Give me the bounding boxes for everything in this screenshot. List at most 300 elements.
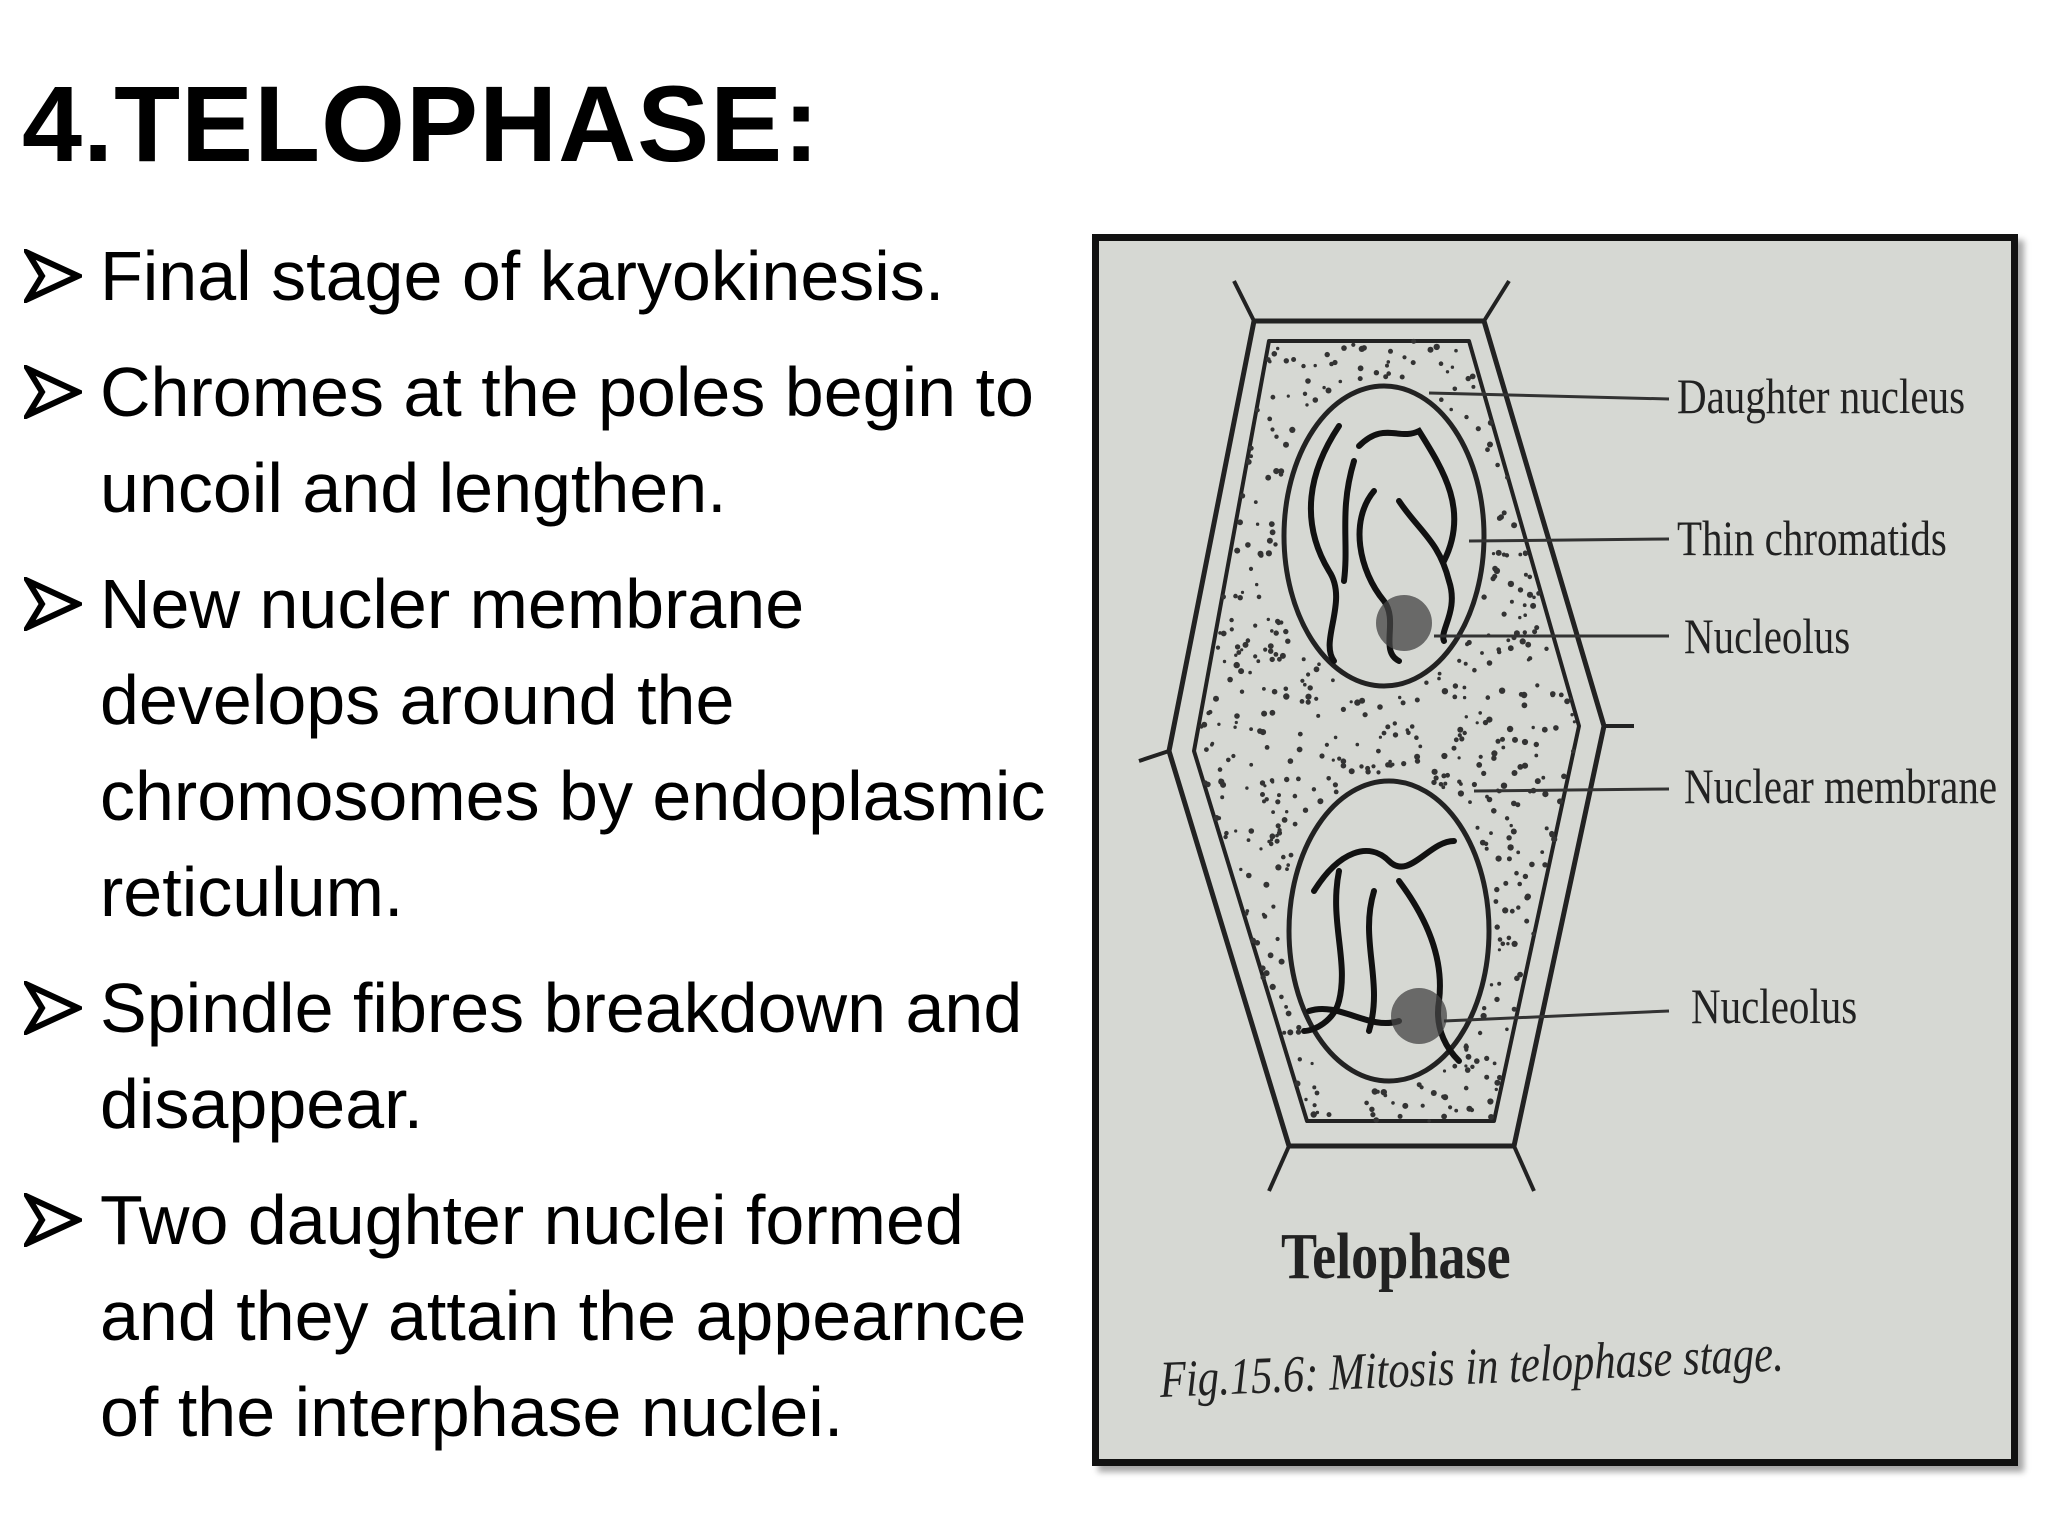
cytoplasm-dot — [1457, 727, 1463, 733]
cytoplasm-dot — [1220, 782, 1226, 788]
cytoplasm-dot — [1293, 794, 1298, 799]
cytoplasm-dot — [1291, 357, 1296, 362]
label-nucleolus-bottom: Nucleolus — [1691, 978, 1858, 1034]
cytoplasm-dot — [1415, 698, 1420, 703]
cytoplasm-dot — [1454, 349, 1458, 353]
cytoplasm-dot — [1485, 795, 1489, 799]
cytoplasm-dot — [1418, 745, 1422, 749]
cytoplasm-dot — [1260, 965, 1266, 971]
cytoplasm-dot — [1489, 831, 1493, 835]
cytoplasm-dot — [1206, 711, 1210, 715]
cytoplasm-dot — [1525, 642, 1531, 648]
cytoplasm-dot — [1476, 426, 1481, 431]
cytoplasm-dot — [1238, 595, 1243, 600]
arrow-bullet-icon — [24, 556, 100, 652]
cytoplasm-dot — [1337, 757, 1341, 761]
cytoplasm-dot — [1488, 420, 1494, 426]
cytoplasm-dot — [1391, 763, 1395, 767]
figure-caption: Fig.15.6: Mitosis in telophase stage. — [1159, 1325, 1785, 1409]
cytoplasm-dot — [1372, 1088, 1378, 1094]
cytoplasm-dot — [1277, 657, 1282, 662]
cytoplasm-dot — [1388, 349, 1393, 354]
cytoplasm-dot — [1557, 798, 1563, 804]
cytoplasm-dot — [1442, 1094, 1448, 1100]
cytoplasm-dot — [1268, 649, 1273, 654]
cytoplasm-dot — [1296, 1029, 1301, 1034]
cytoplasm-dot — [1276, 823, 1281, 828]
cytoplasm-dot — [1319, 753, 1324, 758]
cytoplasm-dot — [1308, 685, 1313, 690]
cytoplasm-dot — [1550, 693, 1555, 698]
cytoplasm-dot — [1286, 863, 1290, 867]
cytoplasm-dot — [1470, 1108, 1474, 1112]
cytoplasm-dot — [1449, 408, 1453, 412]
cytoplasm-dot — [1221, 594, 1226, 599]
nucleolus-top — [1376, 595, 1432, 651]
cytoplasm-dot — [1221, 631, 1227, 637]
wall-line — [1234, 281, 1254, 321]
cytoplasm-dot — [1267, 618, 1270, 621]
cytoplasm-dot — [1530, 603, 1536, 609]
cytoplasm-dot — [1464, 1064, 1467, 1067]
cytoplasm-dot — [1452, 1064, 1457, 1069]
leader-line — [1444, 1011, 1669, 1021]
cytoplasm-dot — [1494, 899, 1499, 904]
cytoplasm-dot — [1470, 1065, 1474, 1069]
cytoplasm-dot — [1363, 712, 1368, 717]
cytoplasm-dot — [1270, 778, 1275, 783]
cytoplasm-dot — [1523, 630, 1527, 634]
cytoplasm-dot — [1480, 651, 1484, 655]
cytoplasm-dot — [1275, 864, 1281, 870]
cytoplasm-dot — [1523, 613, 1527, 617]
cytoplasm-dot — [1383, 1094, 1387, 1098]
cytoplasm-dot — [1350, 700, 1353, 703]
cytoplasm-dot — [1542, 862, 1547, 867]
cytoplasm-dot — [1441, 753, 1447, 759]
cytoplasm-dot — [1468, 800, 1472, 804]
cytoplasm-dot — [1278, 828, 1282, 832]
cytoplasm-dot — [1443, 1069, 1446, 1072]
cytoplasm-dot — [1497, 982, 1501, 986]
cytoplasm-dot — [1210, 743, 1214, 747]
cytoplasm-dot — [1499, 688, 1505, 694]
cytoplasm-dot — [1289, 427, 1295, 433]
cytoplasm-dot — [1288, 758, 1294, 764]
cytoplasm-dot — [1268, 360, 1272, 364]
cytoplasm-dot — [1279, 995, 1284, 1000]
cytoplasm-dot — [1459, 736, 1464, 741]
cytoplasm-dot — [1270, 657, 1275, 662]
cytoplasm-dot — [1518, 616, 1521, 619]
cytoplasm-dot — [1559, 693, 1564, 698]
cytoplasm-dot — [1549, 832, 1555, 838]
cytoplasm-dot — [1217, 723, 1220, 726]
cytoplasm-dot — [1263, 648, 1267, 652]
label-daughter-nucleus: Daughter nucleus — [1677, 368, 1966, 424]
cytoplasm-dot — [1443, 782, 1447, 786]
cytoplasm-dot — [1229, 618, 1233, 622]
cytoplasm-dot — [1262, 687, 1266, 691]
cytoplasm-dot — [1520, 638, 1526, 644]
cytoplasm-dot — [1534, 754, 1538, 758]
cytoplasm-dot — [1272, 351, 1278, 357]
cytoplasm-dot — [1482, 1006, 1486, 1010]
cytoplasm-dot — [1498, 948, 1501, 951]
cytoplasm-dot — [1476, 762, 1482, 768]
cytoplasm-dot — [1510, 909, 1515, 914]
cytoplasm-dot — [1332, 759, 1335, 762]
cytoplasm-dot — [1303, 683, 1307, 687]
cytoplasm-dot — [1257, 728, 1263, 734]
cytoplasm-dot — [1235, 644, 1240, 649]
cytoplasm-dot — [1492, 574, 1497, 579]
cytoplasm-dot — [1203, 780, 1208, 785]
cytoplasm-dot — [1271, 395, 1276, 400]
cytoplasm-dot — [1542, 727, 1548, 733]
cytoplasm-dot — [1283, 629, 1288, 634]
cytoplasm-dot — [1411, 339, 1416, 344]
bullet-item — [24, 960, 1084, 1152]
cytoplasm-dot — [1334, 736, 1338, 740]
cytoplasm-dot — [1464, 1086, 1469, 1091]
cytoplasm-dot — [1439, 782, 1444, 787]
cytoplasm-dot — [1297, 747, 1303, 753]
cytoplasm-dot — [1376, 770, 1380, 774]
bullet-text: Final stage of karyokinesis. — [100, 237, 945, 315]
cytoplasm-dot — [1249, 567, 1253, 571]
cytoplasm-dot — [1512, 1007, 1517, 1012]
cytoplasm-dot — [1282, 1031, 1286, 1035]
cytoplasm-dot — [1270, 629, 1274, 633]
cytoplasm-dot — [1507, 726, 1513, 732]
cytoplasm-dot — [1505, 816, 1509, 820]
cytoplasm-dot — [1434, 344, 1440, 350]
cytoplasm-dot — [1387, 360, 1391, 364]
cytoplasm-dot — [1508, 645, 1514, 651]
cytoplasm-dot — [1237, 519, 1243, 525]
cytoplasm-dot — [1453, 387, 1458, 392]
bullet-list — [24, 228, 1084, 1480]
cytoplasm-dot — [1502, 553, 1506, 557]
cytoplasm-dot — [1298, 732, 1303, 737]
cytoplasm-dot — [1452, 695, 1457, 700]
cytoplasm-dot — [1270, 427, 1274, 431]
cytoplasm-dot — [1253, 654, 1257, 658]
cytoplasm-dot — [1275, 799, 1280, 804]
cytoplasm-dot — [1265, 745, 1270, 750]
cytoplasm-dot — [1241, 591, 1244, 594]
cytoplasm-dot — [1487, 1098, 1493, 1104]
cytoplasm-dot — [1478, 711, 1482, 715]
cytoplasm-dot — [1531, 932, 1535, 936]
cytoplasm-dot — [1496, 856, 1502, 862]
cytoplasm-dot — [1271, 905, 1275, 909]
cytoplasm-dot — [1492, 552, 1495, 555]
cytoplasm-dot — [1472, 782, 1477, 787]
cytoplasm-dot — [1535, 683, 1539, 687]
cytoplasm-dot — [1240, 493, 1245, 498]
cytoplasm-dot — [1398, 696, 1401, 699]
cytoplasm-dot — [1502, 907, 1508, 913]
cytoplasm-dot — [1491, 808, 1497, 814]
cytoplasm-dot — [1385, 364, 1389, 368]
cytoplasm-dot — [1507, 856, 1512, 861]
cytoplasm-dot — [1294, 1081, 1300, 1087]
cytoplasm-dot — [1223, 835, 1227, 839]
cytoplasm-dot — [1234, 829, 1237, 832]
cytoplasm-dot — [1474, 1058, 1480, 1064]
cytoplasm-dot — [1245, 786, 1248, 789]
cytoplasm-dot — [1334, 790, 1339, 795]
cytoplasm-dot — [1464, 662, 1468, 666]
cytoplasm-dot — [1512, 737, 1518, 743]
cytoplasm-dot — [1283, 693, 1289, 699]
cytoplasm-dot — [1247, 838, 1251, 842]
cytoplasm-dot — [1506, 835, 1511, 840]
cytoplasm-dot — [1534, 742, 1539, 747]
cytoplasm-dot — [1494, 997, 1499, 1002]
cytoplasm-dot — [1234, 662, 1240, 668]
bullet-item — [24, 344, 1084, 536]
cytoplasm-dot — [1325, 743, 1329, 747]
cytoplasm-dot — [1465, 715, 1468, 718]
cytoplasm-dot — [1270, 984, 1276, 990]
cytoplasm-dot — [1341, 763, 1347, 769]
cytoplasm-dot — [1284, 358, 1289, 363]
cytoplasm-dot — [1441, 1114, 1447, 1120]
cytoplasm-dot — [1494, 1080, 1500, 1086]
arrow-bullet-icon — [24, 1172, 100, 1268]
cytoplasm-dot — [1253, 624, 1257, 628]
cytoplasm-dot — [1246, 459, 1252, 465]
cytoplasm-dot — [1458, 756, 1461, 759]
cytoplasm-dot — [1500, 737, 1505, 742]
cytoplasm-dot — [1285, 810, 1288, 813]
cytoplasm-dot — [1257, 595, 1262, 600]
cytoplasm-dot — [1442, 688, 1448, 694]
cytoplasm-dot — [1471, 385, 1475, 389]
cytoplasm-dot — [1260, 792, 1265, 797]
cytoplasm-dot — [1224, 831, 1229, 836]
cytoplasm-dot — [1512, 941, 1518, 947]
cytoplasm-dot — [1276, 621, 1281, 626]
cytoplasm-dot — [1451, 366, 1454, 369]
cytoplasm-dot — [1306, 700, 1311, 705]
cytoplasm-dot — [1201, 722, 1207, 728]
bullet-text: Two daughter nuclei formed and they attain the appearnce of the interphase nuclei. — [100, 1181, 1027, 1451]
cytoplasm-dot — [1428, 347, 1434, 353]
cytoplasm-dot — [1233, 594, 1238, 599]
cytoplasm-dot — [1476, 826, 1480, 830]
cytoplasm-dot — [1314, 364, 1317, 367]
cytoplasm-dot — [1494, 887, 1499, 892]
cytoplasm-dot — [1270, 529, 1276, 535]
cytoplasm-dot — [1507, 844, 1513, 850]
cytoplasm-dot — [1507, 936, 1512, 941]
cytoplasm-dot — [1463, 686, 1467, 690]
daughter-nucleus-bottom — [1289, 781, 1489, 1081]
cytoplasm-dot — [1270, 710, 1276, 716]
arrow-bullet-icon — [24, 344, 100, 440]
cytoplasm-dot — [1534, 625, 1539, 630]
cytoplasm-dot — [1314, 666, 1320, 672]
cytoplasm-dot — [1341, 707, 1346, 712]
cytoplasm-dot — [1217, 816, 1221, 820]
cytoplasm-dot — [1300, 699, 1305, 704]
cytoplasm-dot — [1351, 343, 1355, 347]
cytoplasm-dot — [1374, 370, 1379, 375]
cytoplasm-dot — [1439, 397, 1444, 402]
cytoplasm-dot — [1457, 780, 1461, 784]
cytoplasm-dot — [1498, 937, 1503, 942]
cytoplasm-dot — [1517, 882, 1522, 887]
cytoplasm-dot — [1432, 769, 1438, 775]
cytoplasm-dot — [1383, 374, 1388, 379]
cytoplasm-dot — [1535, 778, 1541, 784]
cytoplasm-dot — [1317, 662, 1321, 666]
cytoplasm-dot — [1305, 403, 1308, 406]
cytoplasm-dot — [1274, 630, 1279, 635]
cytoplasm-dot — [1517, 972, 1523, 978]
slide-title: 4.TELOPHASE: — [22, 63, 821, 184]
bullet-item — [24, 1172, 1084, 1460]
cytoplasm-dot — [1373, 1117, 1379, 1123]
cytoplasm-dot — [1339, 380, 1343, 384]
cytoplasm-dot — [1314, 697, 1318, 701]
cytoplasm-dot — [1255, 583, 1258, 586]
cytoplasm-dot — [1377, 704, 1383, 710]
cytoplasm-dot — [1515, 802, 1520, 807]
cytoplasm-dot — [1495, 1088, 1498, 1091]
cytoplasm-dot — [1421, 1104, 1425, 1108]
cytoplasm-dot — [1312, 1085, 1316, 1089]
cytoplasm-dot — [1282, 817, 1288, 823]
cytoplasm-dot — [1523, 603, 1527, 607]
cytoplasm-dot — [1532, 726, 1535, 729]
cytoplasm-dot — [1414, 754, 1420, 760]
arrow-bullet-icon — [24, 960, 100, 1056]
cytoplasm-dot — [1364, 1101, 1369, 1106]
cytoplasm-dot — [1255, 408, 1260, 413]
cytoplasm-dot — [1501, 783, 1507, 789]
cytoplasm-dot — [1417, 1082, 1422, 1087]
cytoplasm-dot — [1376, 749, 1381, 754]
cytoplasm-dot — [1561, 774, 1567, 780]
cytoplasm-dot — [1317, 798, 1323, 804]
cytoplasm-dot — [1269, 842, 1274, 847]
cytoplasm-dot — [1358, 376, 1363, 381]
cytoplasm-dot — [1569, 697, 1572, 700]
cytoplasm-dot — [1511, 829, 1517, 835]
cytoplasm-dot — [1570, 713, 1573, 716]
cytoplasm-dot — [1305, 378, 1311, 384]
cytoplasm-dot — [1268, 952, 1274, 958]
cytoplasm-dot — [1494, 568, 1500, 574]
cytoplasm-dot — [1304, 1098, 1307, 1101]
cytoplasm-dot — [1218, 767, 1223, 772]
cytoplasm-dot — [1279, 959, 1285, 965]
cytoplasm-dot — [1453, 683, 1458, 688]
cytoplasm-dot — [1277, 793, 1281, 797]
cytoplasm-dot — [1514, 871, 1519, 876]
cytoplasm-dot — [1400, 375, 1405, 380]
cytoplasm-dot — [1497, 1075, 1502, 1080]
cytoplasm-dot — [1235, 721, 1238, 724]
cytoplasm-dot — [1398, 1114, 1403, 1119]
cytoplasm-dot — [1466, 1054, 1472, 1060]
cytoplasm-dot — [1311, 1062, 1314, 1065]
cytoplasm-dot — [1245, 909, 1249, 913]
cytoplasm-dot — [1281, 855, 1286, 860]
cytoplasm-dot — [1457, 659, 1461, 663]
cytoplasm-dot — [1266, 550, 1272, 556]
wall-line — [1269, 1146, 1289, 1191]
cytoplasm-dot — [1274, 652, 1279, 657]
cytoplasm-dot — [1571, 749, 1576, 754]
cytoplasm-dot — [1233, 726, 1236, 729]
cytoplasm-dot — [1359, 346, 1365, 352]
cytoplasm-dot — [1476, 721, 1479, 724]
cytoplasm-dot — [1248, 671, 1252, 675]
wall-line — [1514, 1146, 1534, 1191]
cytoplasm-dot — [1541, 776, 1545, 780]
cytoplasm-dot — [1349, 768, 1355, 774]
cytoplasm-dot — [1285, 639, 1290, 644]
cytoplasm-dot — [1234, 713, 1240, 719]
cytoplasm-dot — [1296, 1025, 1301, 1030]
cytoplasm-dot — [1268, 643, 1274, 649]
cytoplasm-dot — [1331, 678, 1335, 682]
cytoplasm-dot — [1446, 370, 1449, 373]
cytoplasm-dot — [1220, 795, 1224, 799]
cytoplasm-dot — [1465, 642, 1469, 646]
cytoplasm-dot — [1230, 627, 1234, 631]
cytoplasm-dot — [1358, 365, 1364, 371]
cytoplasm-dot — [1326, 388, 1332, 394]
cytoplasm-dot — [1480, 840, 1486, 846]
cytoplasm-dot — [1284, 777, 1289, 782]
cytoplasm-dot — [1226, 758, 1231, 763]
cytoplasm-dot — [1239, 868, 1242, 871]
cytoplasm-dot — [1240, 690, 1244, 694]
cytoplasm-dot — [1393, 721, 1397, 725]
leader-line — [1469, 539, 1669, 541]
cytoplasm-dot — [1325, 352, 1330, 357]
cytoplasm-dot — [1501, 746, 1505, 750]
cytoplasm-dot — [1522, 739, 1528, 745]
cytoplasm-dot — [1329, 362, 1334, 367]
cytoplasm-dot — [1285, 867, 1289, 871]
cytoplasm-dot — [1272, 689, 1278, 695]
bullet-text: Chromes at the poles begin to uncoil and lengthen. — [100, 353, 1034, 527]
cytoplasm-dot — [1370, 1112, 1375, 1117]
cytoplasm-dot — [1505, 1028, 1509, 1032]
cytoplasm-dot — [1431, 1090, 1437, 1096]
cytoplasm-dot — [1258, 551, 1264, 557]
cytoplasm-dot — [1386, 725, 1389, 728]
cytoplasm-dot — [1276, 347, 1279, 350]
cytoplasm-dot — [1265, 797, 1269, 801]
cytoplasm-dot — [1486, 695, 1491, 700]
cytoplasm-dot — [1485, 847, 1489, 851]
cytoplasm-dot — [1249, 454, 1253, 458]
cytoplasm-dot — [1262, 913, 1266, 917]
bullet-item — [24, 556, 1084, 940]
cytoplasm-dot — [1289, 853, 1294, 858]
cytoplasm-dot — [1478, 1031, 1482, 1035]
cytoplasm-dot — [1437, 677, 1441, 681]
